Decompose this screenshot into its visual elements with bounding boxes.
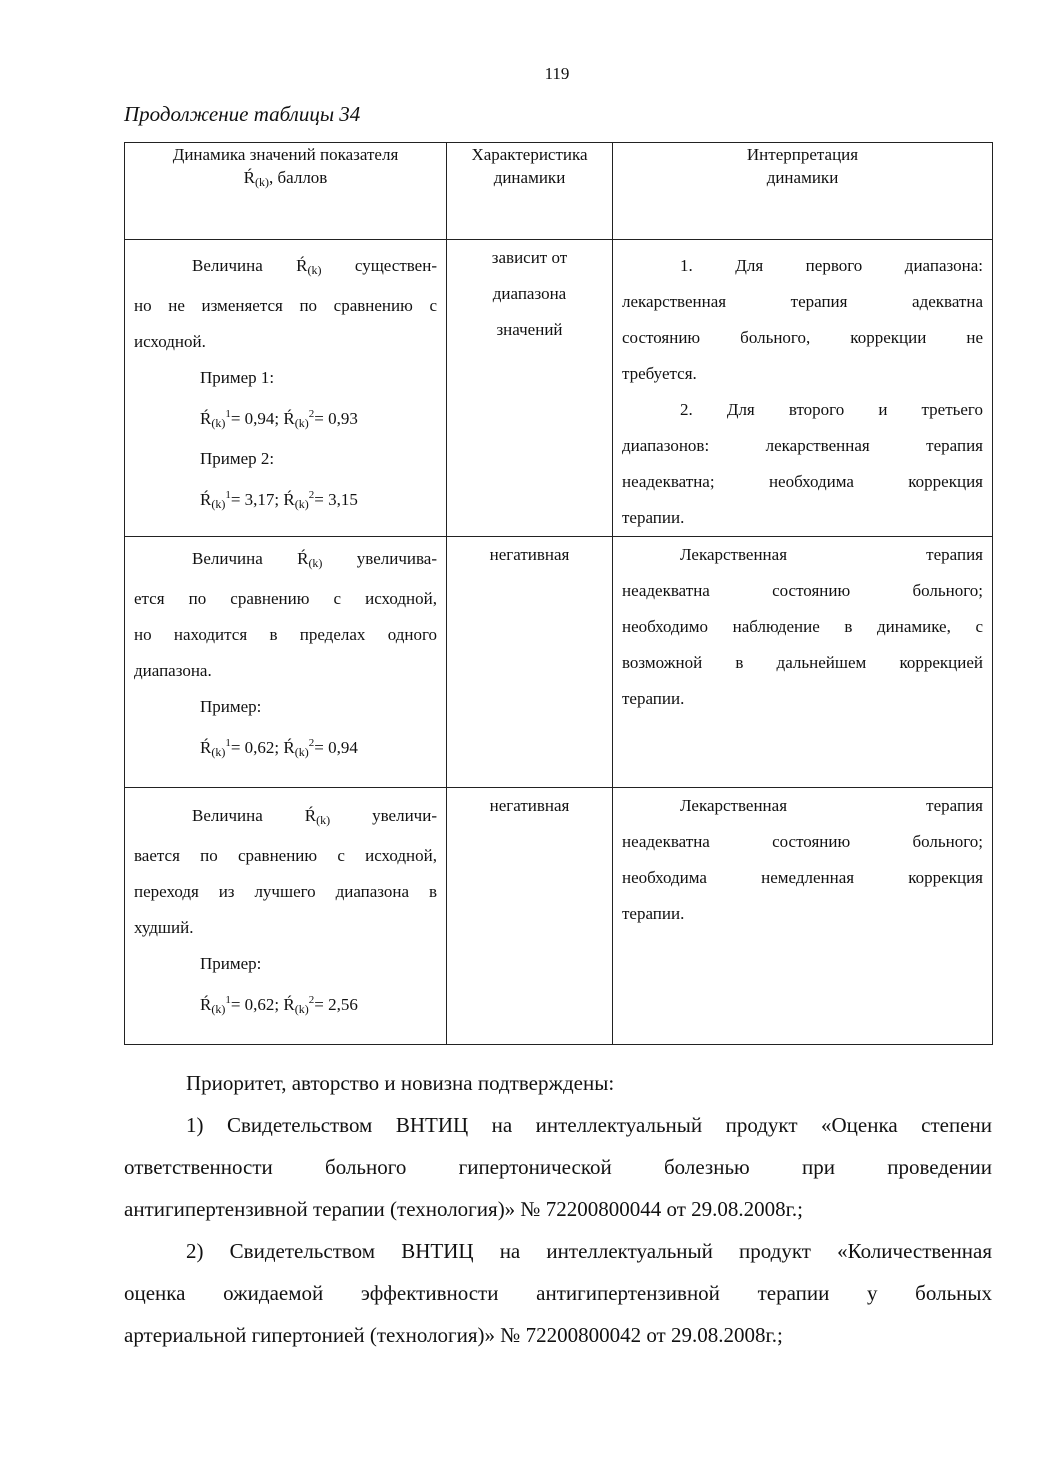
table-header-row [125, 143, 993, 240]
row3-interp-line2: неадекватна состоянию больного; [622, 832, 983, 851]
row2-example-label: Пример: [200, 697, 262, 716]
row1-interp-line8: терапии. [622, 508, 685, 527]
header-col-characteristic [447, 143, 613, 240]
row3-example-formula: $Ŕ_{(k)}^1= 0,62$; $Ŕ_{(k)}^2= 2,56$ [200, 994, 358, 1016]
header-col-dynamics [125, 143, 447, 240]
row1-interp-line5: 2. Для второго и третьего [680, 400, 983, 419]
row1-interpretation [613, 240, 993, 537]
header-col2-line2: динамики [493, 168, 566, 187]
row3-interp-line3: необходима немедленная коррекция [622, 868, 983, 887]
row2-interp-line1: Лекарственная терапия [680, 545, 983, 564]
row1-interp-line7: неадекватна; необходима коррекция [622, 472, 983, 491]
row1-desc-line3: исходной. [134, 332, 206, 351]
row1-interp-line1: 1. Для первого диапазона: [680, 256, 983, 275]
row3-desc-line2: вается по сравнению с исходной, [134, 846, 437, 865]
row1-interp-line3: состоянию больного, коррекции не [622, 328, 983, 347]
row1-char-line1: зависит от [491, 248, 568, 267]
row1-char-line2: диапазона [492, 284, 567, 303]
row2-example-formula: $Ŕ_{(k)}^1= 0,62$; $Ŕ_{(k)}^2= 0,94$ [200, 737, 358, 759]
dynamics-table [124, 142, 993, 1045]
header-col3-line2: динамики [766, 168, 839, 187]
certificate1-line2: ответственности больного гипертонической болезнью при проведении [124, 1155, 992, 1179]
row1-description [125, 240, 447, 537]
certificate2-line3: артериальной гипертонией (технология)» № 72200800042 от 29.08.2008г.; [124, 1323, 783, 1347]
header-col3-line1: Интерпретация [746, 145, 859, 164]
certificate1-line1: 1) Свидетельством ВНТИЦ на интеллектуальный продукт «Оценка степени [186, 1113, 992, 1137]
page-number: 119 [544, 64, 570, 83]
row3-desc-line1: Величина $Ŕ_{(k)}$ увеличи- [192, 806, 437, 827]
row1-char-line3: значений [496, 320, 563, 339]
row1-example2-formula: $Ŕ_{(k)}^1= 3,17$; $Ŕ_{(k)}^2= 3,15$ [200, 489, 358, 511]
header-col-interpretation [613, 143, 993, 240]
row2-interp-line4: возможной в дальнейшем коррекцией [622, 653, 983, 672]
table-row [125, 788, 993, 1045]
certificate1-line3: антигипертензивной терапии (технология)» № 72200800044 от 29.08.2008г.; [124, 1197, 803, 1221]
header-col2-line1: Характеристика [471, 145, 588, 164]
table-caption: Продолжение таблицы 34 [124, 102, 361, 126]
row2-desc-line4: диапазона. [134, 661, 212, 680]
priority-paragraph: Приоритет, авторство и новизна подтверждены: [186, 1071, 615, 1095]
row3-interpretation [613, 788, 993, 1045]
certificate2-line1: 2) Свидетельством ВНТИЦ на интеллектуальный продукт «Количественная [186, 1239, 992, 1263]
table-row [125, 537, 993, 788]
row3-example-label: Пример: [200, 954, 262, 973]
row3-characteristic: негативная [447, 788, 613, 1045]
row1-example1-label: Пример 1: [200, 368, 275, 387]
row2-interp-line2: неадекватна состоянию больного; [622, 581, 983, 600]
row1-interp-line2: лекарственная терапия адекватна [622, 292, 983, 311]
row1-interp-line4: требуется. [622, 364, 697, 383]
row1-desc-line1: Величина $Ŕ_{(k)}$ существен- [192, 256, 437, 277]
row3-desc-line3: переходя из лучшего диапазона в [134, 882, 437, 901]
row1-interp-line6: диапазонов: лекарственная терапия [622, 436, 983, 455]
row1-example2-label: Пример 2: [200, 449, 275, 468]
certificate2-line2: оценка ожидаемой эффективности антигипертензивной терапии у больных [124, 1281, 992, 1305]
row2-interp-line3: необходимо наблюдение в динамике, с [622, 617, 983, 636]
row2-desc-line2: ется по сравнению с исходной, [134, 589, 437, 608]
row2-desc-line3: но находится в пределах одного [134, 625, 437, 644]
row1-desc-line2: но не изменяется по сравнению с [134, 296, 437, 315]
header-col1-line2: $Ŕ_{(k)}$, баллов [243, 168, 328, 189]
row2-interp-line5: терапии. [622, 689, 685, 708]
row2-desc-line1: Величина $Ŕ_{(k)}$ увеличива- [192, 549, 437, 570]
body-text [124, 1062, 992, 1356]
row2-description [125, 537, 447, 788]
row2-interpretation [613, 537, 993, 788]
row1-example1-formula: $Ŕ_{(k)}^1= 0,94$; $Ŕ_{(k)}^2= 0,93$ [200, 408, 358, 430]
table-row [125, 240, 993, 537]
row1-characteristic [447, 240, 613, 537]
header-col1-line1: Динамика значений показателя [172, 145, 399, 164]
row3-desc-line4: худший. [134, 918, 194, 937]
row3-interp-line4: терапии. [622, 904, 685, 923]
row3-description [125, 788, 447, 1045]
row3-interp-line1: Лекарственная терапия [680, 796, 983, 815]
row2-characteristic: негативная [447, 537, 613, 788]
